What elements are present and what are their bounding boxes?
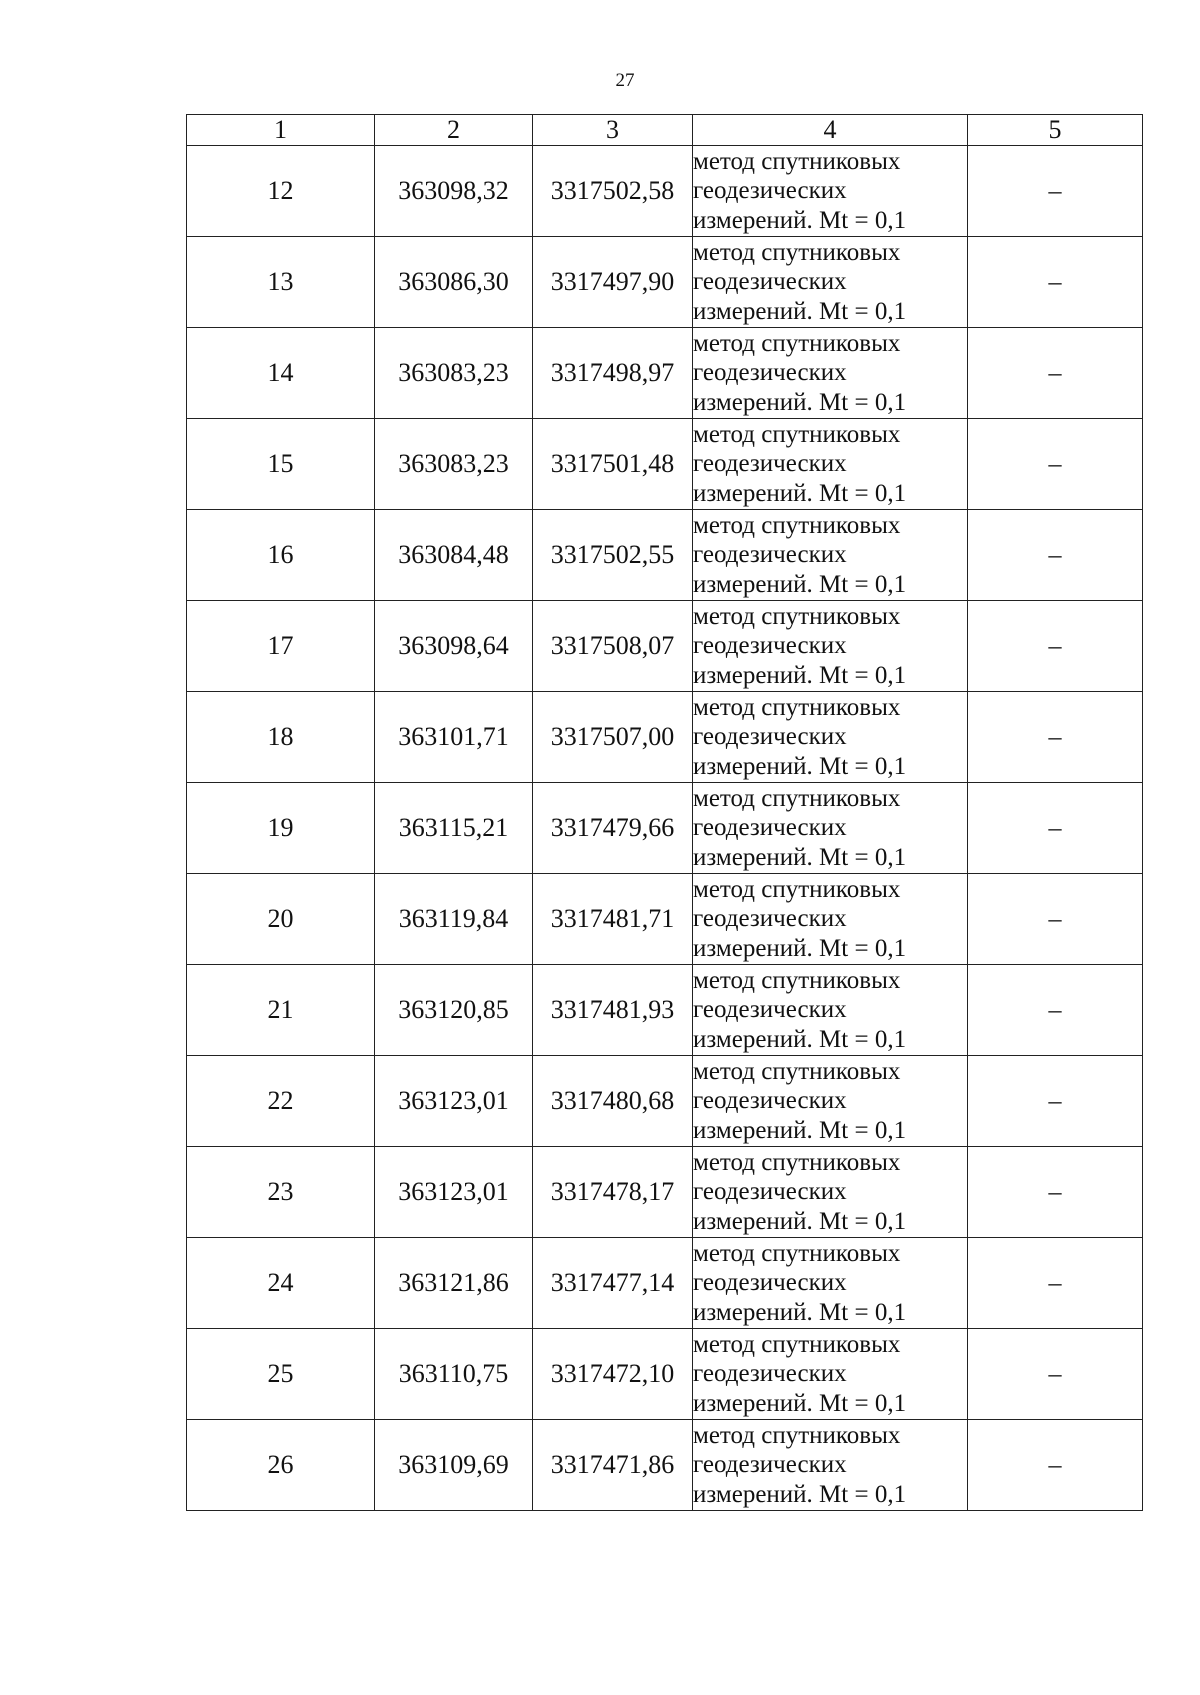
table-row <box>187 601 1143 692</box>
method-line: метод спутниковых <box>693 1421 901 1449</box>
y-coordinate-cell: 3317502,58 <box>533 146 693 237</box>
method-cell <box>693 237 968 328</box>
x-coordinate-cell: 363110,75 <box>375 1329 533 1420</box>
y-coordinate-cell: 3317508,07 <box>533 601 693 692</box>
x-coordinate-cell: 363123,01 <box>375 1056 533 1147</box>
method-cell <box>693 510 968 601</box>
method-line: метод спутниковых <box>693 1148 901 1176</box>
method-line: метод спутниковых <box>693 1330 901 1358</box>
method-cell <box>693 419 968 510</box>
y-coordinate-cell: 3317502,55 <box>533 510 693 601</box>
table-header <box>187 115 1143 146</box>
table-row <box>187 419 1143 510</box>
table-row <box>187 692 1143 783</box>
method-line: геодезических <box>693 996 847 1024</box>
method-line: геодезических <box>693 1087 847 1115</box>
method-line: метод спутниковых <box>693 238 901 266</box>
col5-cell: – <box>968 783 1143 874</box>
method-line: измерений. Mt = 0,1 <box>693 1207 907 1235</box>
header-col-2: 2 <box>375 115 533 146</box>
x-coordinate-cell: 363083,23 <box>375 419 533 510</box>
col5-cell: – <box>968 146 1143 237</box>
method-line: измерений. Mt = 0,1 <box>693 1025 907 1053</box>
method-line: метод спутниковых <box>693 784 901 812</box>
point-number-cell: 26 <box>187 1420 375 1511</box>
x-coordinate-cell: 363098,64 <box>375 601 533 692</box>
col5-cell: – <box>968 692 1143 783</box>
point-number-cell: 19 <box>187 783 375 874</box>
method-line: метод спутниковых <box>693 602 901 630</box>
table-row <box>187 1329 1143 1420</box>
point-number-cell: 21 <box>187 965 375 1056</box>
table-row <box>187 1056 1143 1147</box>
method-cell <box>693 1420 968 1511</box>
method-line: измерений. Mt = 0,1 <box>693 1480 907 1508</box>
x-coordinate-cell: 363098,32 <box>375 146 533 237</box>
y-coordinate-cell: 3317501,48 <box>533 419 693 510</box>
col5-cell: – <box>968 874 1143 965</box>
point-number-cell: 16 <box>187 510 375 601</box>
point-number-cell: 18 <box>187 692 375 783</box>
method-line: геодезических <box>693 359 847 387</box>
y-coordinate-cell: 3317497,90 <box>533 237 693 328</box>
point-number-cell: 15 <box>187 419 375 510</box>
header-col-5: 5 <box>968 115 1143 146</box>
table-row <box>187 1147 1143 1238</box>
method-line: геодезических <box>693 905 847 933</box>
method-line: измерений. Mt = 0,1 <box>693 843 907 871</box>
method-cell <box>693 692 968 783</box>
method-cell <box>693 1147 968 1238</box>
method-cell <box>693 874 968 965</box>
point-number-cell: 17 <box>187 601 375 692</box>
y-coordinate-cell: 3317479,66 <box>533 783 693 874</box>
method-line: измерений. Mt = 0,1 <box>693 388 907 416</box>
table-row <box>187 1238 1143 1329</box>
method-cell <box>693 328 968 419</box>
method-line: метод спутниковых <box>693 511 901 539</box>
col5-cell: – <box>968 419 1143 510</box>
y-coordinate-cell: 3317481,93 <box>533 965 693 1056</box>
point-number-cell: 22 <box>187 1056 375 1147</box>
x-coordinate-cell: 363084,48 <box>375 510 533 601</box>
method-line: измерений. Mt = 0,1 <box>693 752 907 780</box>
col5-cell: – <box>968 1238 1143 1329</box>
y-coordinate-cell: 3317480,68 <box>533 1056 693 1147</box>
method-cell <box>693 1329 968 1420</box>
method-line: метод спутниковых <box>693 147 901 175</box>
header-col-3: 3 <box>533 115 693 146</box>
method-line: геодезических <box>693 723 847 751</box>
method-line: метод спутниковых <box>693 693 901 721</box>
method-line: метод спутниковых <box>693 329 901 357</box>
table-body <box>187 146 1143 1511</box>
point-number-cell: 20 <box>187 874 375 965</box>
x-coordinate-cell: 363115,21 <box>375 783 533 874</box>
table-row <box>187 1420 1143 1511</box>
page-number: 27 <box>615 70 635 91</box>
header-col-1: 1 <box>187 115 375 146</box>
method-line: геодезических <box>693 268 847 296</box>
method-line: измерений. Mt = 0,1 <box>693 1389 907 1417</box>
header-row <box>187 115 1143 146</box>
method-cell <box>693 601 968 692</box>
method-line: метод спутниковых <box>693 966 901 994</box>
method-line: геодезических <box>693 1178 847 1206</box>
coordinates-table <box>186 114 1143 1511</box>
method-cell <box>693 1056 968 1147</box>
method-line: метод спутниковых <box>693 875 901 903</box>
method-cell <box>693 1238 968 1329</box>
method-line: геодезических <box>693 1360 847 1388</box>
col5-cell: – <box>968 601 1143 692</box>
method-cell <box>693 965 968 1056</box>
header-col-4: 4 <box>693 115 968 146</box>
col5-cell: – <box>968 328 1143 419</box>
method-line: геодезических <box>693 177 847 205</box>
y-coordinate-cell: 3317481,71 <box>533 874 693 965</box>
point-number-cell: 12 <box>187 146 375 237</box>
method-line: метод спутниковых <box>693 420 901 448</box>
col5-cell: – <box>968 1420 1143 1511</box>
y-coordinate-cell: 3317472,10 <box>533 1329 693 1420</box>
x-coordinate-cell: 363109,69 <box>375 1420 533 1511</box>
method-line: геодезических <box>693 541 847 569</box>
x-coordinate-cell: 363119,84 <box>375 874 533 965</box>
method-line: измерений. Mt = 0,1 <box>693 1116 907 1144</box>
col5-cell: – <box>968 1329 1143 1420</box>
x-coordinate-cell: 363123,01 <box>375 1147 533 1238</box>
x-coordinate-cell: 363101,71 <box>375 692 533 783</box>
point-number-cell: 23 <box>187 1147 375 1238</box>
col5-cell: – <box>968 237 1143 328</box>
method-line: измерений. Mt = 0,1 <box>693 206 907 234</box>
x-coordinate-cell: 363083,23 <box>375 328 533 419</box>
x-coordinate-cell: 363120,85 <box>375 965 533 1056</box>
method-line: геодезических <box>693 450 847 478</box>
y-coordinate-cell: 3317498,97 <box>533 328 693 419</box>
method-cell <box>693 146 968 237</box>
table-row <box>187 783 1143 874</box>
col5-cell: – <box>968 1056 1143 1147</box>
method-line: геодезических <box>693 1269 847 1297</box>
method-line: измерений. Mt = 0,1 <box>693 661 907 689</box>
method-line: измерений. Mt = 0,1 <box>693 1298 907 1326</box>
method-line: измерений. Mt = 0,1 <box>693 570 907 598</box>
table-row <box>187 237 1143 328</box>
point-number-cell: 25 <box>187 1329 375 1420</box>
method-line: геодезических <box>693 814 847 842</box>
method-line: метод спутниковых <box>693 1239 901 1267</box>
x-coordinate-cell: 363121,86 <box>375 1238 533 1329</box>
method-line: геодезических <box>693 632 847 660</box>
x-coordinate-cell: 363086,30 <box>375 237 533 328</box>
col5-cell: – <box>968 965 1143 1056</box>
point-number-cell: 24 <box>187 1238 375 1329</box>
y-coordinate-cell: 3317478,17 <box>533 1147 693 1238</box>
table-row <box>187 328 1143 419</box>
point-number-cell: 14 <box>187 328 375 419</box>
method-line: измерений. Mt = 0,1 <box>693 934 907 962</box>
y-coordinate-cell: 3317507,00 <box>533 692 693 783</box>
method-cell <box>693 783 968 874</box>
table-row <box>187 965 1143 1056</box>
col5-cell: – <box>968 510 1143 601</box>
y-coordinate-cell: 3317471,86 <box>533 1420 693 1511</box>
col5-cell: – <box>968 1147 1143 1238</box>
method-line: метод спутниковых <box>693 1057 901 1085</box>
y-coordinate-cell: 3317477,14 <box>533 1238 693 1329</box>
table-row <box>187 874 1143 965</box>
method-line: геодезических <box>693 1451 847 1479</box>
method-line: измерений. Mt = 0,1 <box>693 297 907 325</box>
table-row <box>187 146 1143 237</box>
point-number-cell: 13 <box>187 237 375 328</box>
table-row <box>187 510 1143 601</box>
method-line: измерений. Mt = 0,1 <box>693 479 907 507</box>
